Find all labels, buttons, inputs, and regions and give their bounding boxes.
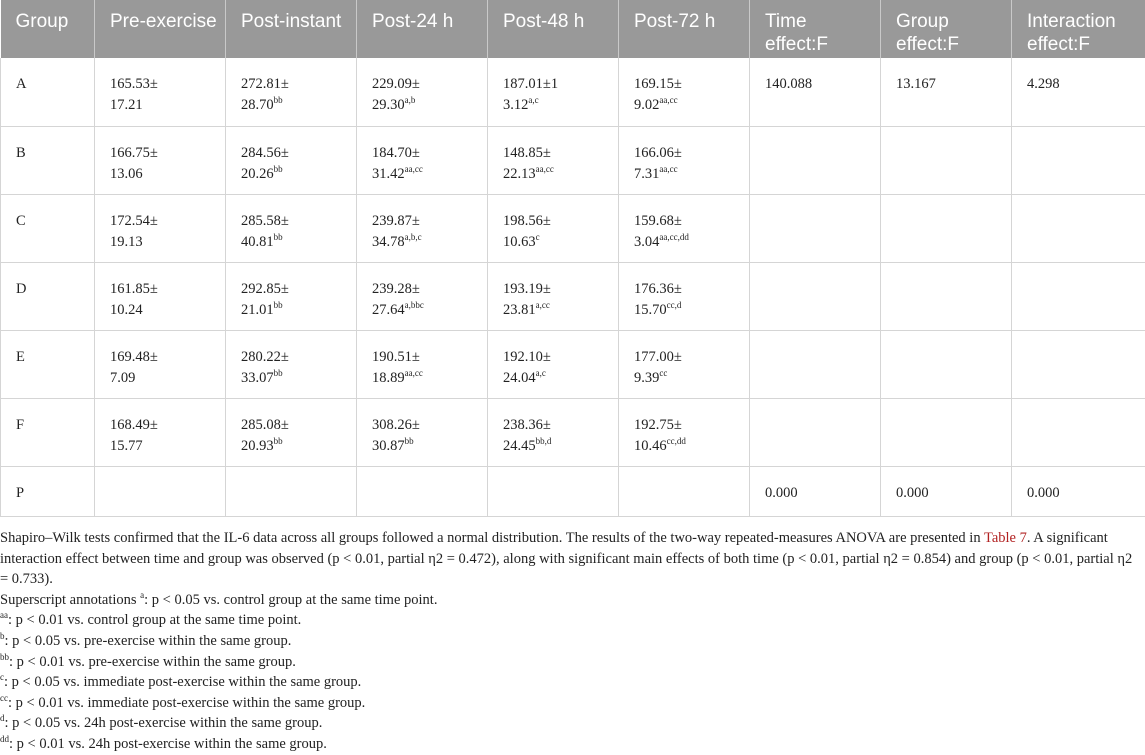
cell-p-group: 0.000 — [881, 466, 1012, 516]
footnote-text: : p < 0.05 vs. immediate post-exercise within the same group. — [4, 674, 361, 690]
footnote-text: : p < 0.01 vs. immediate post-exercise within the same group. — [8, 695, 365, 711]
cell-post-24h — [357, 126, 488, 194]
cell-pre-exercise — [95, 126, 226, 194]
cell-post-instant — [226, 262, 357, 330]
cell-group-effect — [881, 194, 1012, 262]
cell-mean: 177.00± — [634, 347, 741, 368]
col-header-group: Group — [1, 0, 95, 58]
cell-mean: 285.58± — [241, 211, 348, 232]
cell-mean: 169.48± — [110, 347, 217, 368]
cell-interaction-effect: 4.298 — [1012, 58, 1145, 126]
footnote-prefix: Superscript annotations — [0, 592, 140, 608]
cell-interaction-effect — [1012, 126, 1145, 194]
cell-sd-line — [372, 164, 479, 185]
cell-sd: 10.63 — [503, 234, 536, 250]
cell-sd-line — [503, 232, 610, 253]
footnote-mark: a — [140, 590, 144, 600]
cell-group: A — [1, 58, 95, 126]
cell-mean: 280.22± — [241, 347, 348, 368]
cell-significance-marks: cc — [659, 368, 667, 378]
cell-sd-line — [503, 300, 610, 321]
cell-sd: 30.87 — [372, 438, 405, 454]
cell-post-instant — [226, 330, 357, 398]
cell-group: D — [1, 262, 95, 330]
cell-post-48h — [488, 194, 619, 262]
cell-sd-line — [634, 164, 741, 185]
cell-significance-marks: bb — [274, 436, 283, 446]
cell-sd-line — [110, 95, 217, 116]
cell-time-effect — [750, 330, 881, 398]
footnote-text: : p < 0.01 vs. control group at the same time point. — [8, 612, 301, 628]
cell-mean: 239.87± — [372, 211, 479, 232]
cell-p-interaction: 0.000 — [1012, 466, 1145, 516]
footnote — [0, 631, 1140, 652]
cell-post-72h — [619, 58, 750, 126]
cell-empty — [95, 466, 226, 516]
cell-sd: 34.78 — [372, 234, 405, 250]
cell-group-effect — [881, 262, 1012, 330]
cell-sd-line — [241, 95, 348, 116]
cell-sd-line — [634, 368, 741, 389]
cell-sd: 24.04 — [503, 370, 536, 386]
cell-sd-line — [372, 232, 479, 253]
footnote-text: : p < 0.01 vs. 24h post-exercise within the same group. — [9, 736, 327, 752]
table-row — [1, 58, 1145, 126]
cell-post-72h — [619, 330, 750, 398]
cell-group-effect — [881, 398, 1012, 466]
cell-sd-line — [634, 436, 741, 457]
cell-sd: 9.02 — [634, 97, 659, 113]
cell-mean: 166.06± — [634, 143, 741, 164]
cell-significance-marks: aa,cc — [405, 368, 423, 378]
footnote — [0, 610, 1140, 631]
table-row — [1, 262, 1145, 330]
cell-sd: 40.81 — [241, 234, 274, 250]
cell-significance-marks: a,bbc — [405, 300, 424, 310]
cell-interaction-effect — [1012, 330, 1145, 398]
cell-sd: 20.26 — [241, 166, 274, 182]
cell-pre-exercise — [95, 330, 226, 398]
col-header-group-effect: Group effect:F — [881, 0, 1012, 58]
cell-pre-exercise — [95, 398, 226, 466]
footnote — [0, 734, 1140, 755]
cell-mean: 192.75± — [634, 415, 741, 436]
col-header-pre-exercise: Pre-exercise — [95, 0, 226, 58]
cell-mean: 190.51± — [372, 347, 479, 368]
col-header-post-48h: Post-48 h — [488, 0, 619, 58]
cell-sd-line — [241, 436, 348, 457]
cell-sd-line — [241, 368, 348, 389]
cell-sd: 18.89 — [372, 370, 405, 386]
cell-sd: 10.46 — [634, 438, 667, 454]
cell-sd-line — [241, 164, 348, 185]
col-header-post-instant: Post-instant — [226, 0, 357, 58]
cell-post-instant — [226, 398, 357, 466]
footnote — [0, 652, 1140, 673]
cell-post-72h — [619, 398, 750, 466]
cell-mean: 169.15± — [634, 74, 741, 95]
cell-post-72h — [619, 126, 750, 194]
notes-paragraph-text: Shapiro–Wilk tests confirmed that the IL-6 data across all groups followed a normal distribution. The results of the two-way repeated-measures ANOVA are presented in — [0, 530, 984, 546]
footnote — [0, 713, 1140, 734]
cell-significance-marks: bb — [274, 164, 283, 174]
col-header-interaction-effect: Interaction effect:F — [1012, 0, 1145, 58]
cell-sd: 19.13 — [110, 234, 143, 250]
cell-significance-marks: bb — [274, 300, 283, 310]
cell-empty — [619, 466, 750, 516]
cell-post-48h — [488, 398, 619, 466]
cell-significance-marks: a,c — [528, 95, 538, 105]
cell-mean: 184.70± — [372, 143, 479, 164]
cell-significance-marks: a,c — [536, 368, 546, 378]
footnote — [0, 590, 1140, 611]
cell-mean: 272.81± — [241, 74, 348, 95]
cell-sd-line — [503, 164, 610, 185]
cell-interaction-effect — [1012, 262, 1145, 330]
cell-group: B — [1, 126, 95, 194]
footnote-text: : p < 0.01 vs. pre-exercise within the same group. — [9, 654, 296, 670]
cell-sd-line — [634, 232, 741, 253]
cell-mean: 193.19± — [503, 279, 610, 300]
cell-sd-line — [372, 368, 479, 389]
footnote-mark: aa — [0, 610, 8, 620]
table-7-link[interactable]: Table 7 — [984, 530, 1027, 546]
cell-mean: 176.36± — [634, 279, 741, 300]
notes-paragraph — [0, 528, 1140, 590]
table-header-row — [1, 0, 1145, 58]
footnote-mark: cc — [0, 693, 8, 703]
cell-sd-line — [372, 300, 479, 321]
cell-post-24h — [357, 330, 488, 398]
cell-group: F — [1, 398, 95, 466]
cell-post-48h — [488, 58, 619, 126]
cell-sd-line — [241, 300, 348, 321]
cell-sd: 7.31 — [634, 166, 659, 182]
cell-sd-line — [634, 95, 741, 116]
notes-paragraph-text-end: . A significant interaction effect between time and group was observed (p < 0.01, partial η2 = 0.472), along with significant main effects of both time (p < 0.01, partial η2 = 0.854) and group (p < 0.01, partial η2 = 0.733). — [0, 530, 1132, 587]
cell-mean: 284.56± — [241, 143, 348, 164]
table-row — [1, 126, 1145, 194]
cell-empty — [357, 466, 488, 516]
cell-sd-line — [503, 95, 610, 116]
cell-sd-line — [110, 300, 217, 321]
cell-mean: 229.09± — [372, 74, 479, 95]
cell-sd-line — [503, 436, 610, 457]
cell-interaction-effect — [1012, 398, 1145, 466]
col-header-post-24h: Post-24 h — [357, 0, 488, 58]
cell-post-48h — [488, 330, 619, 398]
cell-sd: 3.04 — [634, 234, 659, 250]
cell-mean: 165.53± — [110, 74, 217, 95]
cell-sd: 27.64 — [372, 302, 405, 318]
cell-sd: 29.30 — [372, 97, 405, 113]
cell-significance-marks: aa,cc — [659, 164, 677, 174]
cell-group: E — [1, 330, 95, 398]
cell-sd-line — [110, 436, 217, 457]
cell-sd: 10.24 — [110, 302, 143, 318]
cell-significance-marks: bb — [405, 436, 414, 446]
col-header-post-72h: Post-72 h — [619, 0, 750, 58]
cell-sd-line — [110, 368, 217, 389]
cell-sd-line — [503, 368, 610, 389]
cell-mean: 292.85± — [241, 279, 348, 300]
cell-significance-marks: bb — [274, 368, 283, 378]
cell-time-effect — [750, 126, 881, 194]
cell-mean: 198.56± — [503, 211, 610, 232]
cell-mean: 187.01±1 — [503, 74, 610, 95]
footnote-mark: c — [0, 672, 4, 682]
cell-post-48h — [488, 262, 619, 330]
cell-mean: 239.28± — [372, 279, 479, 300]
cell-post-24h — [357, 262, 488, 330]
footnote-text: : p < 0.05 vs. 24h post-exercise within the same group. — [5, 715, 323, 731]
cell-sd: 15.77 — [110, 438, 143, 454]
cell-significance-marks: bb,d — [536, 436, 552, 446]
footnote-text: : p < 0.05 vs. control group at the same time point. — [144, 592, 437, 608]
cell-mean: 148.85± — [503, 143, 610, 164]
cell-group-effect: 13.167 — [881, 58, 1012, 126]
cell-sd-line — [241, 232, 348, 253]
cell-sd: 22.13 — [503, 166, 536, 182]
cell-significance-marks: bb — [274, 232, 283, 242]
footnote-text: : p < 0.05 vs. pre-exercise within the same group. — [5, 633, 292, 649]
cell-empty — [488, 466, 619, 516]
cell-sd: 33.07 — [241, 370, 274, 386]
cell-sd: 15.70 — [634, 302, 667, 318]
cell-time-effect — [750, 262, 881, 330]
cell-significance-marks: a,cc — [536, 300, 550, 310]
cell-significance-marks: aa,cc — [536, 164, 554, 174]
cell-time-effect — [750, 398, 881, 466]
cell-sd: 17.21 — [110, 97, 143, 113]
cell-p-label: P — [1, 466, 95, 516]
cell-post-24h — [357, 58, 488, 126]
cell-sd: 3.12 — [503, 97, 528, 113]
cell-post-72h — [619, 194, 750, 262]
cell-sd-line — [634, 300, 741, 321]
cell-sd-line — [110, 164, 217, 185]
footnote-mark: dd — [0, 734, 9, 744]
cell-significance-marks: aa,cc,dd — [659, 232, 688, 242]
cell-sd: 9.39 — [634, 370, 659, 386]
cell-pre-exercise — [95, 194, 226, 262]
cell-significance-marks: aa,cc — [659, 95, 677, 105]
cell-interaction-effect — [1012, 194, 1145, 262]
cell-mean: 238.36± — [503, 415, 610, 436]
cell-significance-marks: cc,dd — [667, 436, 686, 446]
cell-sd: 31.42 — [372, 166, 405, 182]
cell-post-instant — [226, 58, 357, 126]
cell-time-effect: 140.088 — [750, 58, 881, 126]
cell-post-24h — [357, 398, 488, 466]
cell-sd: 23.81 — [503, 302, 536, 318]
cell-group-effect — [881, 330, 1012, 398]
cell-group: C — [1, 194, 95, 262]
cell-post-instant — [226, 126, 357, 194]
cell-sd: 7.09 — [110, 370, 135, 386]
cell-post-instant — [226, 194, 357, 262]
cell-mean: 192.10± — [503, 347, 610, 368]
footnote — [0, 672, 1140, 693]
cell-mean: 172.54± — [110, 211, 217, 232]
cell-sd: 24.45 — [503, 438, 536, 454]
cell-post-72h — [619, 262, 750, 330]
cell-sd-line — [372, 95, 479, 116]
cell-sd: 20.93 — [241, 438, 274, 454]
cell-mean: 159.68± — [634, 211, 741, 232]
cell-sd: 28.70 — [241, 97, 274, 113]
cell-significance-marks: c — [536, 232, 540, 242]
cell-sd: 21.01 — [241, 302, 274, 318]
cell-group-effect — [881, 126, 1012, 194]
col-header-time-effect: Time effect:F — [750, 0, 881, 58]
cell-p-time: 0.000 — [750, 466, 881, 516]
cell-significance-marks: a,b — [405, 95, 416, 105]
cell-pre-exercise — [95, 262, 226, 330]
cell-significance-marks: bb — [274, 95, 283, 105]
footnote-mark: b — [0, 631, 5, 641]
table-notes — [0, 528, 1140, 755]
cell-mean: 166.75± — [110, 143, 217, 164]
table-row-p — [1, 466, 1145, 516]
cell-sd-line — [372, 436, 479, 457]
table-row — [1, 194, 1145, 262]
cell-mean: 285.08± — [241, 415, 348, 436]
cell-sd: 13.06 — [110, 166, 143, 182]
cell-significance-marks: cc,d — [667, 300, 682, 310]
table-row — [1, 330, 1145, 398]
cell-mean: 308.26± — [372, 415, 479, 436]
cell-post-24h — [357, 194, 488, 262]
cell-mean: 168.49± — [110, 415, 217, 436]
cell-mean: 161.85± — [110, 279, 217, 300]
footnote-mark: bb — [0, 652, 9, 662]
cell-significance-marks: a,b,c — [405, 232, 422, 242]
cell-sd-line — [110, 232, 217, 253]
footnote — [0, 693, 1140, 714]
cell-significance-marks: aa,cc — [405, 164, 423, 174]
cell-pre-exercise — [95, 58, 226, 126]
footnotes-list — [0, 590, 1140, 755]
footnote-mark: d — [0, 713, 5, 723]
cell-post-48h — [488, 126, 619, 194]
table-row — [1, 398, 1145, 466]
cell-empty — [226, 466, 357, 516]
cell-time-effect — [750, 194, 881, 262]
